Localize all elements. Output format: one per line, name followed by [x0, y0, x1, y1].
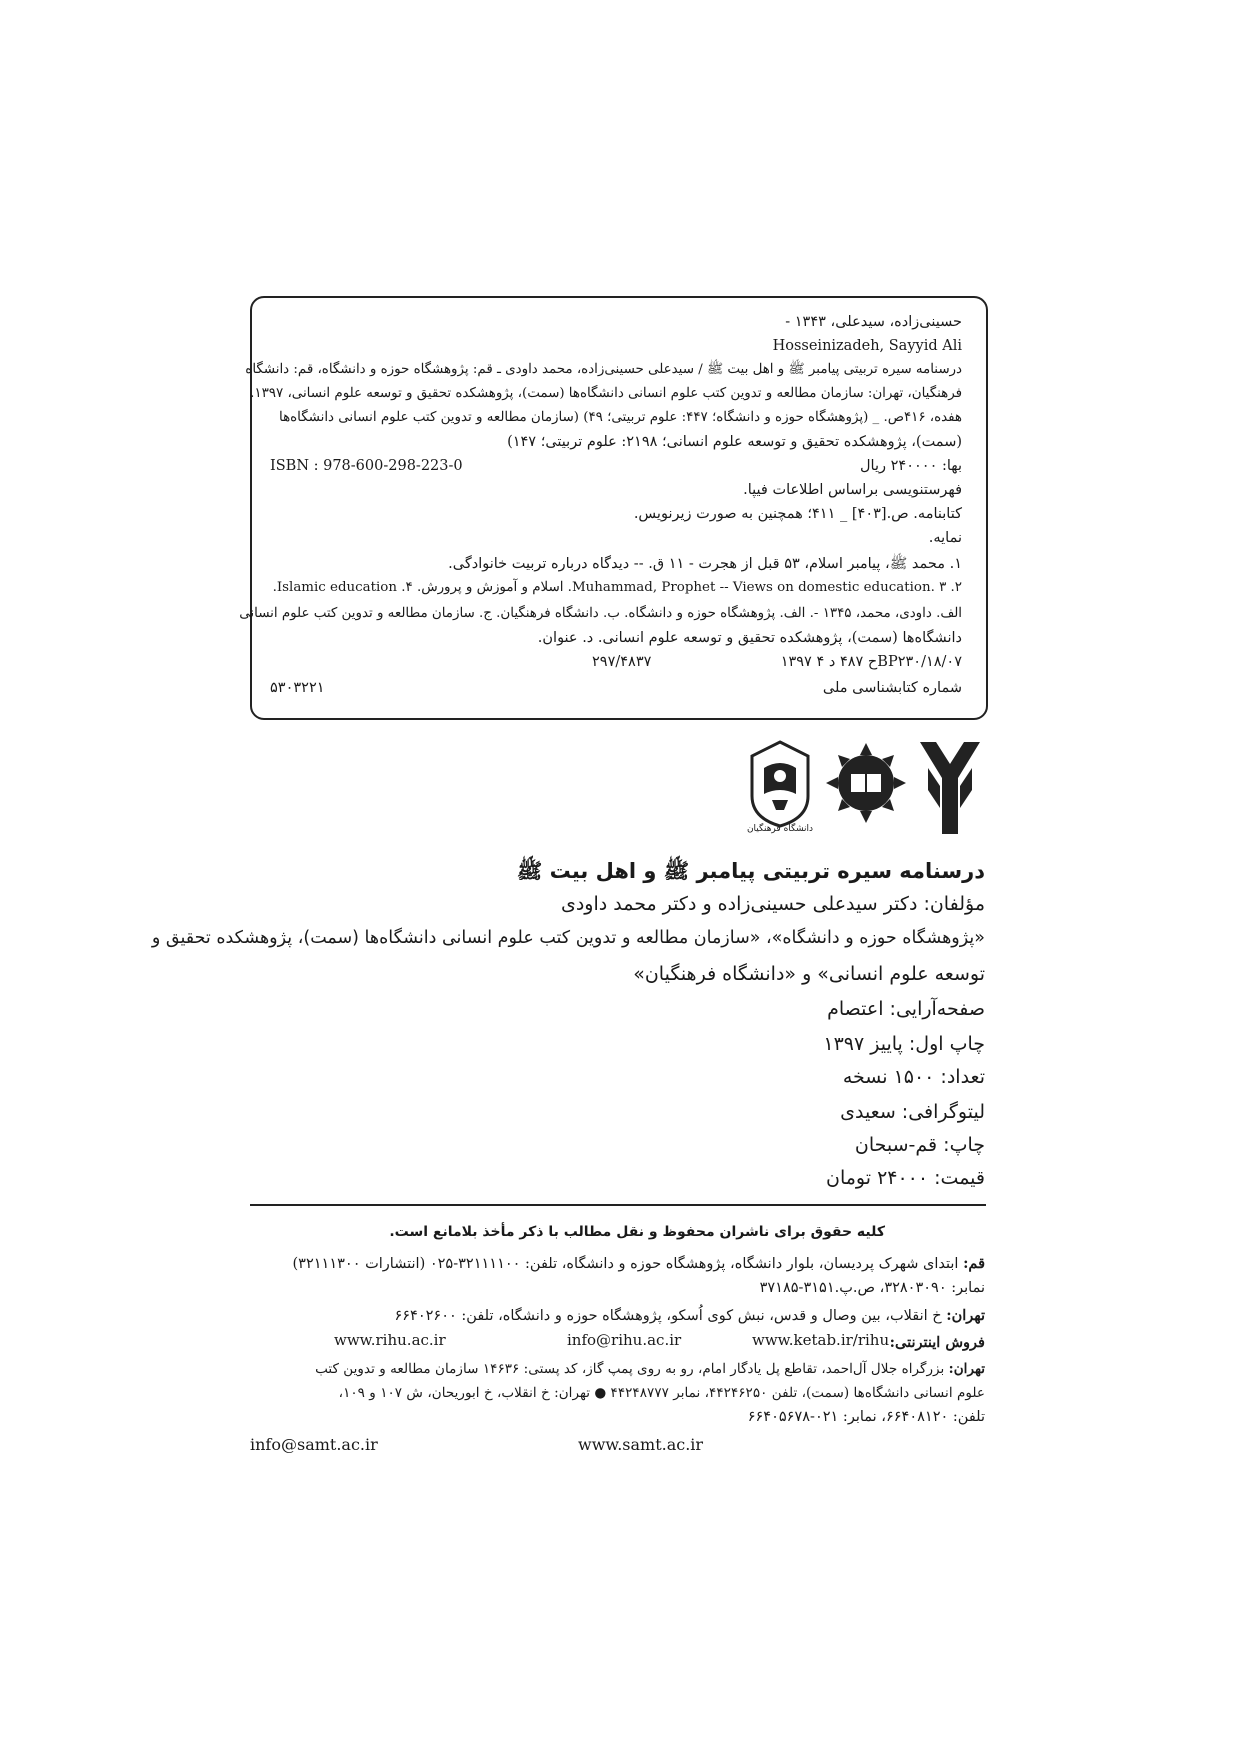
cip-bibliography: کتابنامه. ص.[۴۰۳] _ ۴۱۱؛ همچنین به صورت زیرنویس. [633, 506, 962, 522]
book-lithography: لیتوگرافی: سعیدی [840, 1101, 985, 1123]
cip-index: نمایه. [928, 530, 962, 546]
cip-title-line1: درسنامه سیره تربیتی پیامبر ﷺ و اهل بیت ﷺ / سیدعلی حسینی‌زاده، محمد داودی ـ قم: پژوهشگاه حوزه و دانشگاه، قم: دانشگاه [245, 362, 962, 377]
cip-series-line1: هفده، ۴۱۶ص. _ (پژوهشگاه حوزه و دانشگاه؛ ۴۴۷: علوم تربیتی؛ ۴۹) (سازمان مطالعه و تدوین کتب علوم انسانی دانشگاه‌ها [279, 410, 962, 425]
rihu-emblem-icon [916, 738, 984, 838]
book-printing: چاپ: قم-سبحان [854, 1134, 985, 1156]
online-sales [890, 1333, 985, 1353]
farhangian-logo-text: دانشگاه فرهنگیان [746, 824, 814, 834]
farhangian-emblem-icon [740, 738, 820, 838]
cip-added-entries1: الف. داودی، محمد، ۱۳۴۵ -. الف. پژوهشگاه حوزه و دانشگاه. ب. دانشگاه فرهنگیان. ج. سازمان مطالعه و تدوین کتب علوم انسانی [239, 606, 962, 621]
tehran-label: تهران: [946, 1307, 985, 1324]
section-divider [250, 1204, 986, 1206]
book-title: درسنامه سیره تربیتی پیامبر ﷺ و اهل بیت ﷺ [516, 859, 985, 883]
tehran-text: خ انقلاب، بین وصال و قدس، نبش کوی اُسکو، پژوهشگاه حوزه و دانشگاه، تلفن: ۶۶۴۰۲۶۰۰ [394, 1308, 942, 1324]
cip-national-label: شماره کتابشناسی ملی [822, 680, 962, 696]
book-publishers-line1: «پژوهشگاه حوزه و دانشگاه»، «سازمان مطالعه و تدوین کتب علوم انسانی دانشگاه‌ها (سمت)، پژوهشکده تحقیق و [151, 928, 985, 948]
samt-website-link[interactable]: www.samt.ac.ir [578, 1435, 704, 1454]
cip-price: بها: ۲۴۰۰۰۰ ریال [860, 458, 962, 474]
cip-subject2: ۲. Muhammad, Prophet -- Views on domestic education. ۳. اسلام و آموزش و پرورش. ۴. Islamic education. [272, 580, 962, 595]
rihu-email-link[interactable]: info@rihu.ac.ir [567, 1331, 682, 1349]
cip-author-fa: حسینی‌زاده، سیدعلی، ۱۳۴۳ - [785, 314, 962, 330]
cip-series-line2: (سمت)، پژوهشکده تحقیق و توسعه علوم انسانی؛ ۲۱۹۸: علوم تربیتی؛ ۱۴۷) [507, 434, 962, 450]
book-price: قیمت: ۲۴۰۰۰ تومان [826, 1167, 985, 1189]
qom-label: قم: [963, 1255, 985, 1272]
cip-added-entries2: دانشگاه‌ها (سمت)، پژوهشکده تحقیق و توسعه علوم انسانی. د. عنوان. [537, 630, 962, 646]
qom-fax: نمابر: ۳۲۸۰۳۰۹۰، ص.پ.۳۱۵۱-۳۷۱۸۵ [759, 1280, 985, 1296]
book-publishers-line2: توسعه علوم انسانی» و «دانشگاه فرهنگیان» [633, 963, 985, 985]
cataloging-box [239, 296, 988, 720]
online-label: فروش اینترنتی: [889, 1334, 985, 1351]
rihu-website-link[interactable]: www.rihu.ac.ir [334, 1331, 446, 1349]
cip-author-en: Hosseinizadeh, Sayyid Ali [772, 338, 962, 354]
cip-title-line2: فرهنگیان، تهران: سازمان مطالعه و تدوین کتب علوم انسانی دانشگاه‌ها (سمت)، پژوهشکده تحقیق و توسعه علوم انسانی، ۱۳۹۷. [250, 386, 962, 401]
samt-emblem-icon [825, 738, 907, 828]
publisher-logos [740, 738, 984, 838]
cip-national-number: ۵۳۰۳۲۲۱ [270, 680, 325, 696]
tehran-samt-text: بزرگراه جلال آل‌احمد، تقاطع پل یادگار امام، رو به روی پمپ گاز، کد پستی: ۱۴۶۳۶ سازمان مطالعه و تدوین کتب [315, 1361, 945, 1377]
qom-text: ابتدای شهرک پردیسان، بلوار دانشگاه، پژوهشگاه حوزه و دانشگاه، تلفن: ۳۲۱۱۱۱۰۰-۰۲۵ (انتشارات ۳۲۱۱۱۳۰۰) [292, 1256, 959, 1272]
cip-classification-dewey: ۲۹۷/۴۸۳۷ [592, 654, 652, 670]
copyright-notice: کلیه حقوق برای ناشران محفوظ و نقل مطالب با ذکر مأخذ بلامانع است. [389, 1224, 885, 1240]
cip-subject1: ۱. محمد ﷺ، پیامبر اسلام، ۵۳ قبل از هجرت - ۱۱ ق. -- دیدگاه درباره تربیت خانوادگی. [448, 556, 962, 572]
book-copies: تعداد: ۱۵۰۰ نسخه [842, 1066, 985, 1088]
tehran-address-rihu [394, 1306, 985, 1326]
samt-email-link[interactable]: info@samt.ac.ir [250, 1435, 378, 1454]
qom-address [293, 1254, 986, 1274]
cip-isbn: ISBN : 978-600-298-223-0 [270, 458, 463, 474]
book-layout: صفحه‌آرایی: اعتصام [827, 998, 985, 1020]
rihu-logo [916, 738, 984, 838]
cip-classification-lc: BP۲۳۰/۱۸/۰۷ح ۴۸۷ د ۴ ۱۳۹۷ [780, 654, 962, 670]
samt-phone-line: علوم انسانی دانشگاه‌ها (سمت)، تلفن ۴۴۲۴۶۲۵۰، نمابر ۴۴۲۴۸۷۷۷ ● تهران: خ انقلاب، خ ابوریحان، ش ۱۰۷ و ۱۰۹، [338, 1385, 985, 1401]
samt-fax-line: تلفن: ۶۶۴۰۸۱۲۰، نمابر: ۰۲۱-۶۶۴۰۵۶۷۸ [747, 1409, 985, 1425]
tehran-samt-label: تهران: [948, 1361, 985, 1377]
online-ketab-link[interactable]: www.ketab.ir/rihu [752, 1331, 890, 1349]
tehran-address-samt [315, 1359, 985, 1379]
farhangian-university-logo [740, 738, 820, 838]
book-edition: چاپ اول: پاییز ۱۳۹۷ [823, 1033, 985, 1055]
cip-fipa: فهرستنویسی براساس اطلاعات فیپا. [743, 482, 962, 498]
book-authors: مؤلفان: دکتر سیدعلی حسینی‌زاده و دکتر محمد داودی [560, 893, 985, 915]
samt-logo [825, 738, 907, 828]
